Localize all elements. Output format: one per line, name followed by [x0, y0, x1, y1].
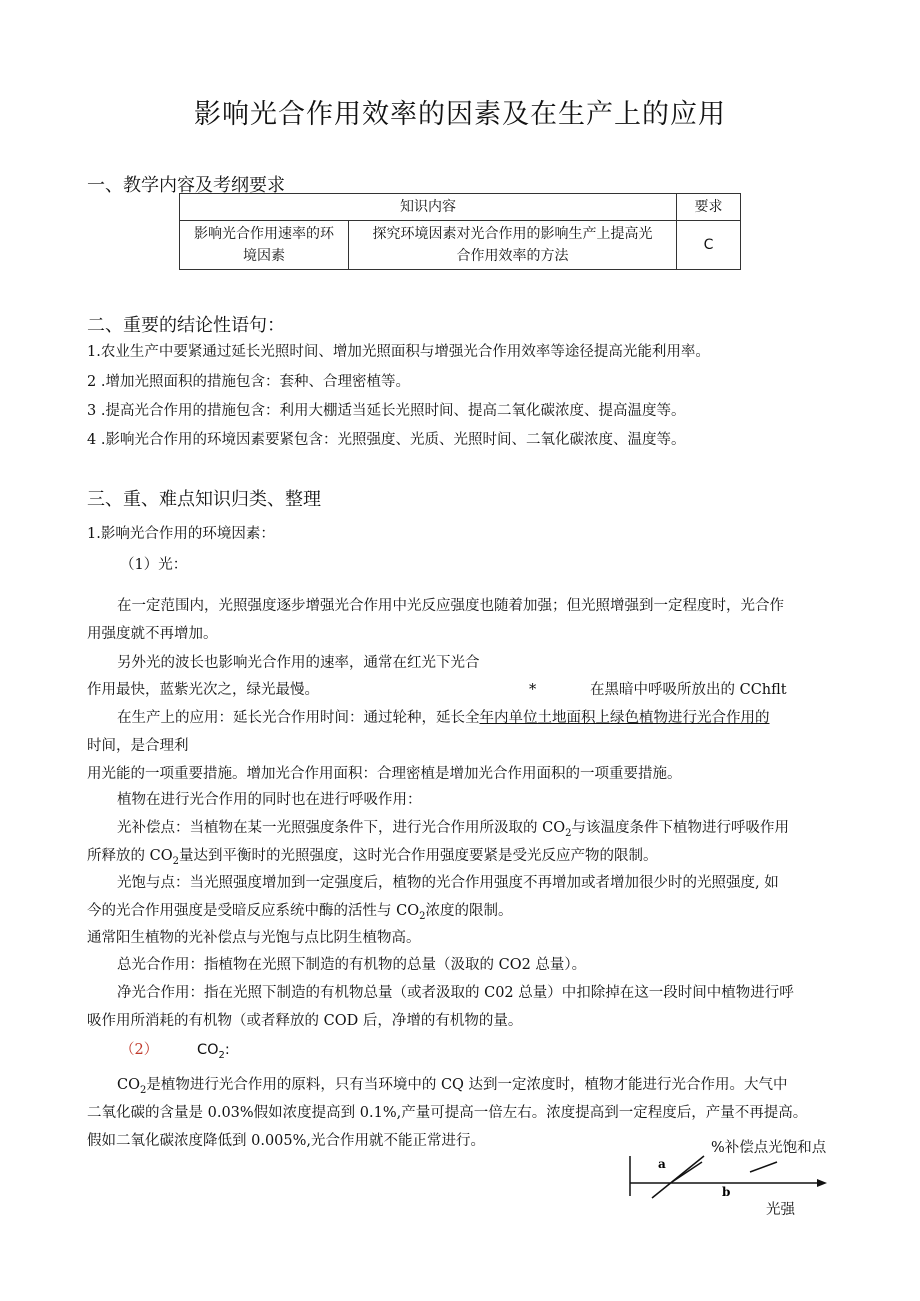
subscript: 2 [172, 855, 179, 867]
text-run: 光补偿点：当植物在某一光照强度条件下，进行光合作用所汲取的 CO [117, 820, 566, 836]
label-a: a [658, 1157, 666, 1171]
paragraph-line [117, 818, 789, 844]
figure-legend: %补偿点光饱和点 [711, 1140, 827, 1156]
text-run: 是植物进行光合作用的原料，只有当环境中的 CQ 达到一定浓度时，植物才能进行光合作用。大气中 [146, 1077, 788, 1093]
topic-cell [180, 221, 349, 270]
text-run: CO [197, 1042, 219, 1058]
subscript: 2 [565, 827, 572, 839]
subsection-heading: 1.影响光合作用的环境因素： [87, 526, 275, 542]
light-heading: （1）光： [120, 557, 188, 573]
pointer-a [672, 1162, 702, 1182]
topic-line: 境因素 [243, 248, 285, 264]
paragraph-line: 用光能的一项重要措施。增加光合作用面积：合理密植是增加光合作用面积的一项重要措施。 [87, 766, 682, 782]
page-title: 影响光合作用效率的因素及在生产上的应用 [194, 99, 726, 130]
paragraph-line: 时间，是合理利 [87, 738, 189, 754]
paragraph-line: 另外光的波长也影响光合作用的速率，通常在红光下光合 [117, 655, 480, 671]
figure-caption-fragment: 在黑暗中呼吸所放出的 CChflt [590, 682, 787, 698]
x-axis-arrow [817, 1179, 827, 1187]
subscript: 2 [139, 1084, 147, 1096]
section2-heading: 二、重要的结论性语句： [87, 315, 285, 336]
paragraph-line: 通常阳生植物的光补偿点与光饱与点比阴生植物高。 [87, 930, 421, 946]
text-run: 浓度的限制。 [425, 903, 513, 919]
section3-heading: 三、重、难点知识归类、整理 [87, 489, 321, 510]
text-run: 在生产上的应用：延长光合作用时间：通过轮种，延长全 [117, 710, 480, 726]
content-line: 合作用效率的方法 [456, 248, 569, 264]
paragraph-line: 吸作用所消耗的有机物（或者释放的 COD 后，净增的有机物的量。 [87, 1013, 523, 1029]
topic-line: 影响光合作用速率的环 [194, 226, 334, 242]
subscript: 2 [419, 910, 426, 922]
requirements-table [179, 193, 741, 270]
header-requirement: 要求 [677, 194, 741, 221]
co2-heading [197, 1040, 230, 1066]
text-run: 年内单位土地面积上绿色植物进行光合作用的 [479, 710, 770, 726]
content-cell [349, 221, 677, 270]
text-run: CO [117, 1077, 140, 1093]
paragraph-line: 用强度就不再增加。 [87, 626, 218, 642]
label-b: b [722, 1185, 731, 1199]
figure-xlabel: 光强 [766, 1202, 795, 1218]
paragraph-line: 二氧化碳的含量是 0.03%假如浓度提高到 0.1%,产量可提高一倍左右。浓度提高到一定程度后，产量不再提高。 [87, 1105, 808, 1121]
paragraph-line: 净光合作用：指在光照下制造的有机物总量（或者汲取的 C02 总量）中扣除掉在这一段时间中植物进行呼 [117, 985, 794, 1001]
paragraph-line [87, 846, 657, 872]
text-run: 量达到平衡时的光照强度，这时光合作用强度要紧是受光反应产物的限制。 [178, 848, 658, 864]
conclusion-item: 3 .提高光合作用的措施包含：利用大棚适当延长光照时间、提高二氧化碳浓度、提高温度等。 [87, 403, 686, 419]
text-run: 今的光合作用强度是受暗反应系统中酶的活性与 CO [87, 903, 420, 919]
light-curve-figure [622, 1148, 832, 1206]
paragraph-line: 作用最快，蓝紫光次之，绿光最慢。 [87, 682, 319, 698]
content-line: 探究环境因素对光合作用的影响生产上提高光 [372, 226, 653, 242]
star-mark: * [529, 682, 537, 698]
co2-number: （2） [120, 1042, 159, 1058]
text-run: 与该温度条件下植物进行呼吸作用 [571, 820, 789, 836]
table-row [180, 221, 741, 270]
text-run: 所释放的 CO [87, 848, 173, 864]
paragraph-line: 假如二氧化碳浓度降低到 0.005%,光合作用就不能正常进行。 [87, 1133, 486, 1149]
conclusion-item: 2 .增加光照面积的措施包含：套种、合理密植等。 [87, 374, 410, 390]
conclusion-item: 1.农业生产中要紧通过延长光照时间、增加光照面积与增强光合作用效率等途径提高光能利用率。 [87, 344, 710, 360]
paragraph-line [87, 901, 512, 927]
pointer-b [750, 1162, 777, 1172]
paragraph-line: 光饱与点：当光照强度增加到一定强度后，植物的光合作用强度不再增加或者增加很少时的光照强度, 如 [117, 875, 779, 891]
paragraph-line: 总光合作用：指植物在光照下制造的有机物的总量（汲取的 CO2 总量）。 [117, 957, 587, 973]
paragraph-line: 植物在进行光合作用的同时也在进行呼吸作用： [117, 792, 422, 808]
paragraph-line: 在一定范围内，光照强度逐步增强光合作用中光反应强度也随着加强；但光照增强到一定程度时，光合作 [117, 598, 784, 614]
conclusion-item: 4 .影响光合作用的环境因素要紧包含：光照强度、光质、光照时间、二氧化碳浓度、温度等。 [87, 432, 686, 448]
section1-heading: 一、教学内容及考纲要求 [87, 175, 285, 196]
level-cell: C [677, 221, 741, 270]
text-run: : [224, 1042, 230, 1058]
header-content: 知识内容 [180, 194, 677, 221]
paragraph-line [117, 1075, 788, 1101]
table-header-row [180, 194, 741, 221]
paragraph-line [117, 708, 770, 728]
subscript: 2 [218, 1049, 225, 1061]
